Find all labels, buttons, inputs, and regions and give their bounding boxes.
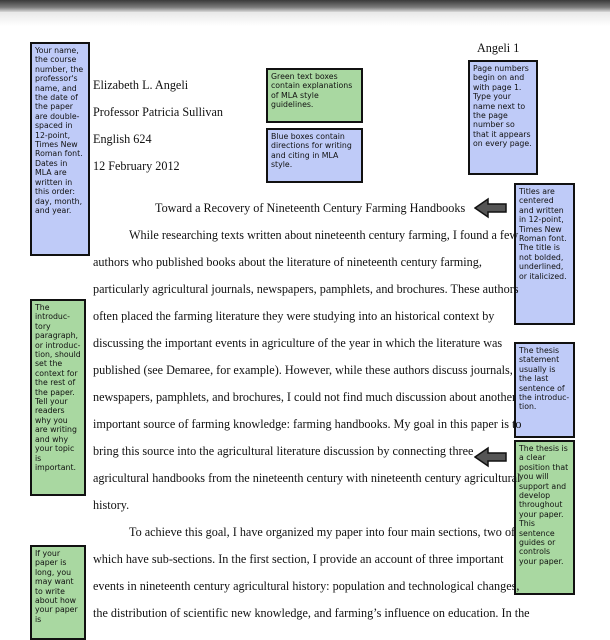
body-line: discussing the important events in agriculture of the year in which the literature was xyxy=(93,336,503,350)
left-arrow-icon xyxy=(474,197,508,219)
body-line: authors who published books about the literature of nineteenth century farming, xyxy=(93,255,482,269)
left-arrow-icon xyxy=(474,446,508,468)
viewer-top-bar xyxy=(0,0,610,12)
heading-professor: Professor Patricia Sullivan xyxy=(93,105,223,119)
body-line: newspapers, pamphlets, and brochures, I could not find much discussion about another xyxy=(93,390,517,404)
body-line: history. xyxy=(93,498,130,512)
viewer-top-shadow xyxy=(0,12,610,26)
body-line: published (see Demaree, for example). However, while these authors discuss journals, xyxy=(93,363,513,377)
thesis-position-note: The thesis statement usually is the last sentence of the introduc-tion. xyxy=(514,342,575,438)
page-number-header: Angeli 1 xyxy=(477,41,520,55)
body-line: To achieve this goal, I have organized my paper into four main sections, two of xyxy=(129,525,516,539)
blue-legend-box: Blue boxes contain directions for writing and citing in MLA style. xyxy=(266,128,363,183)
body-line: events in nineteenth century agricultural history: population and technological changes, xyxy=(93,579,520,593)
heading-format-note: Your name, the course number, the professor's name, and the date of the paper are double-spaced in 12-point, Times New Roman font. Dates in MLA are written in this order: day, month, and year. xyxy=(30,42,90,256)
paper-title: Toward a Recovery of Nineteenth Century Farming Handbooks xyxy=(155,201,466,215)
body-line: which have sub-sections. In the first section, I provide an account of three important xyxy=(93,552,504,566)
body-line: agricultural handbooks from the nineteenth century with nineteenth century agricultural xyxy=(93,471,521,485)
body-line: particularly agricultural journals, newspapers, pamphlets, and brochures. These authors xyxy=(93,282,519,296)
body-line: bring this source into the agricultural literature discussion by connecting three xyxy=(93,444,474,458)
body-line: the distribution of scientific new knowledge, and farming’s influence on education. In the xyxy=(93,606,530,620)
body-line: important source of farming knowledge: farming handbooks. My goal in this paper is to xyxy=(93,417,522,431)
long-paper-note: If your paper is long, you may want to write about how your paper is xyxy=(30,545,86,640)
green-legend-box: Green text boxes contain explanations of MLA style guidelines. xyxy=(266,68,363,123)
heading-course: English 624 xyxy=(93,132,152,146)
page-number-note: Page numbers begin on and with page 1. Type your name next to the page number so that it appears on every page. xyxy=(468,60,538,175)
thesis-purpose-note: The thesis is a clear position that you will support and develop throughout your paper. This sentence guides or controls your paper. xyxy=(514,440,575,595)
heading-name: Elizabeth L. Angeli xyxy=(93,78,189,92)
introduction-note: The introduc-tory paragraph, or introduc-tion, should set the context for the rest of the paper. Tell your readers why you are writing and why your topic is important. xyxy=(30,299,86,496)
body-line: While researching texts written about nineteenth century farming, I found a few xyxy=(129,228,519,242)
title-format-note: Titles are centered and written in 12-point, Times New Roman font. The title is not bolded, underlined, or italicized. xyxy=(514,183,575,325)
body-line: often placed the farming literature they were studying into an historical context by xyxy=(93,309,495,323)
heading-date: 12 February 2012 xyxy=(93,159,180,173)
